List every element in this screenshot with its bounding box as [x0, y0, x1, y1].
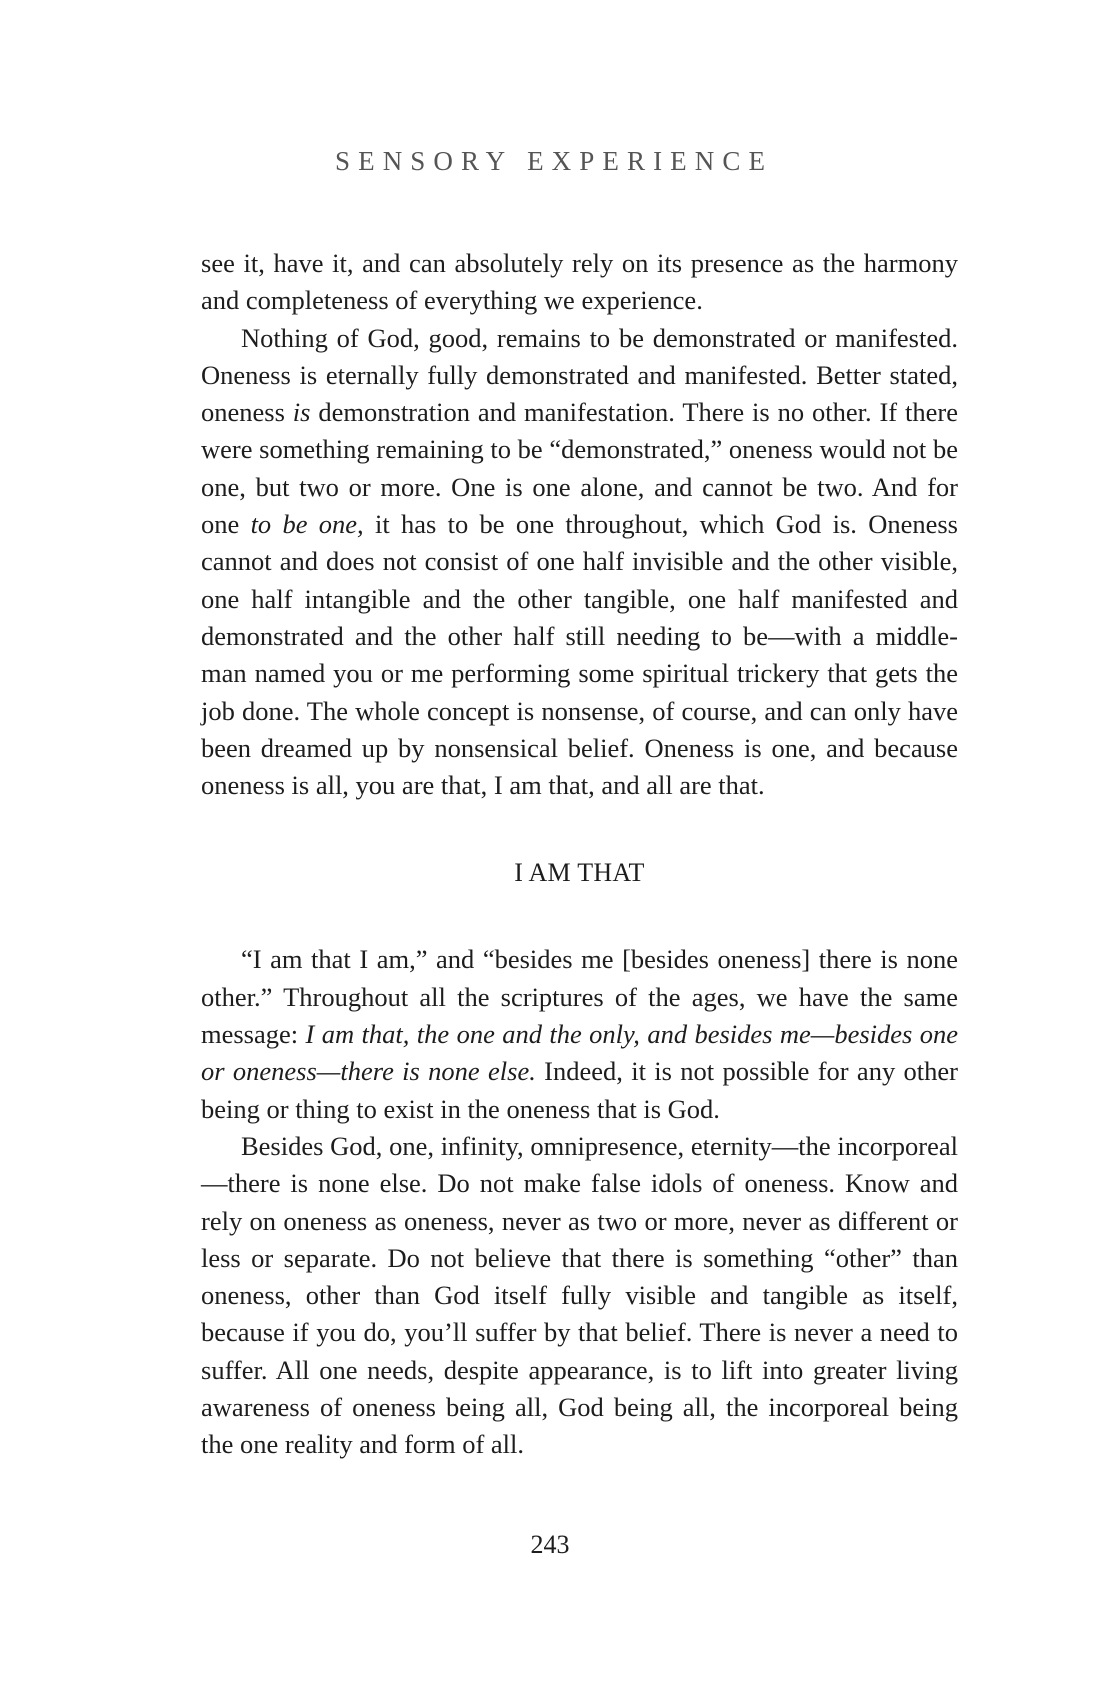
text-segment: it has to be one throughout, which God is. Oneness cannot and does not consist of one half invisible and the other visible, one half intangible and the other tangible, one half manifested and demonstrated and the other half still needing to be—with a middle-man named you or me performing some spiritual trickery that gets the job done. The whole concept is nonsense, of course, and can only have been dreamed up by nonsensical belief. Oneness is one, and because oneness is all, you are that, I am that, and all are that. [201, 509, 958, 801]
text-segment: see it, have it, and can absolutely rely on its presence as the harmony and completeness of everything we experience. [201, 248, 958, 316]
paragraph [201, 245, 958, 320]
text-segment: Indeed, it is not possible for any other being or thing to exist in the oneness that is God. [201, 1056, 958, 1124]
paragraph [201, 941, 958, 1127]
text-segment: demonstration and manifestation. There is no other. If there were something remaining to be “demonstrated,” oneness would not be one, but two or more. One is one alone, and cannot be two. And for one [201, 397, 958, 540]
paragraph [201, 320, 958, 805]
italic-text-segment: is [292, 397, 311, 428]
text-segment: Nothing of God, good, remains to be demonstrated or manifested. Oneness is eternally fully demonstrated and manifested. Better stated, oneness [201, 322, 958, 428]
running-header: SENSORY EXPERIENCE [335, 146, 774, 176]
italic-text-segment: to be one, [250, 509, 364, 540]
section-heading: I AM THAT [514, 858, 645, 888]
text-segment: Besides God, one, infinity, omnipresence, eternity—the incorporeal—there is none else. Do not make false idols of oneness. Know and rely on oneness as oneness, never as two or more, never as different or less or separate. Do not believe that there is something “other” than oneness, other than God itself fully visible and tangible as itself, because if you do, you’ll suffer by that belief. There is never a need to suffer. All one needs, despite appearance, is to lift into greater living awareness of oneness being all, God being all, the incorporeal being the one reality and form of all. [201, 1130, 958, 1460]
page-number: 243 [530, 1530, 570, 1559]
text-segment: “I am that I am,” and “besides me [besides oneness] there is none other.” Throughout all the scriptures of the ages, we have the same message: [201, 944, 958, 1050]
paragraph [201, 1128, 958, 1464]
body-text [201, 245, 958, 1464]
italic-text-segment: I am that, the one and the only, and besides me—besides one or oneness—there is none else. [201, 1019, 959, 1087]
